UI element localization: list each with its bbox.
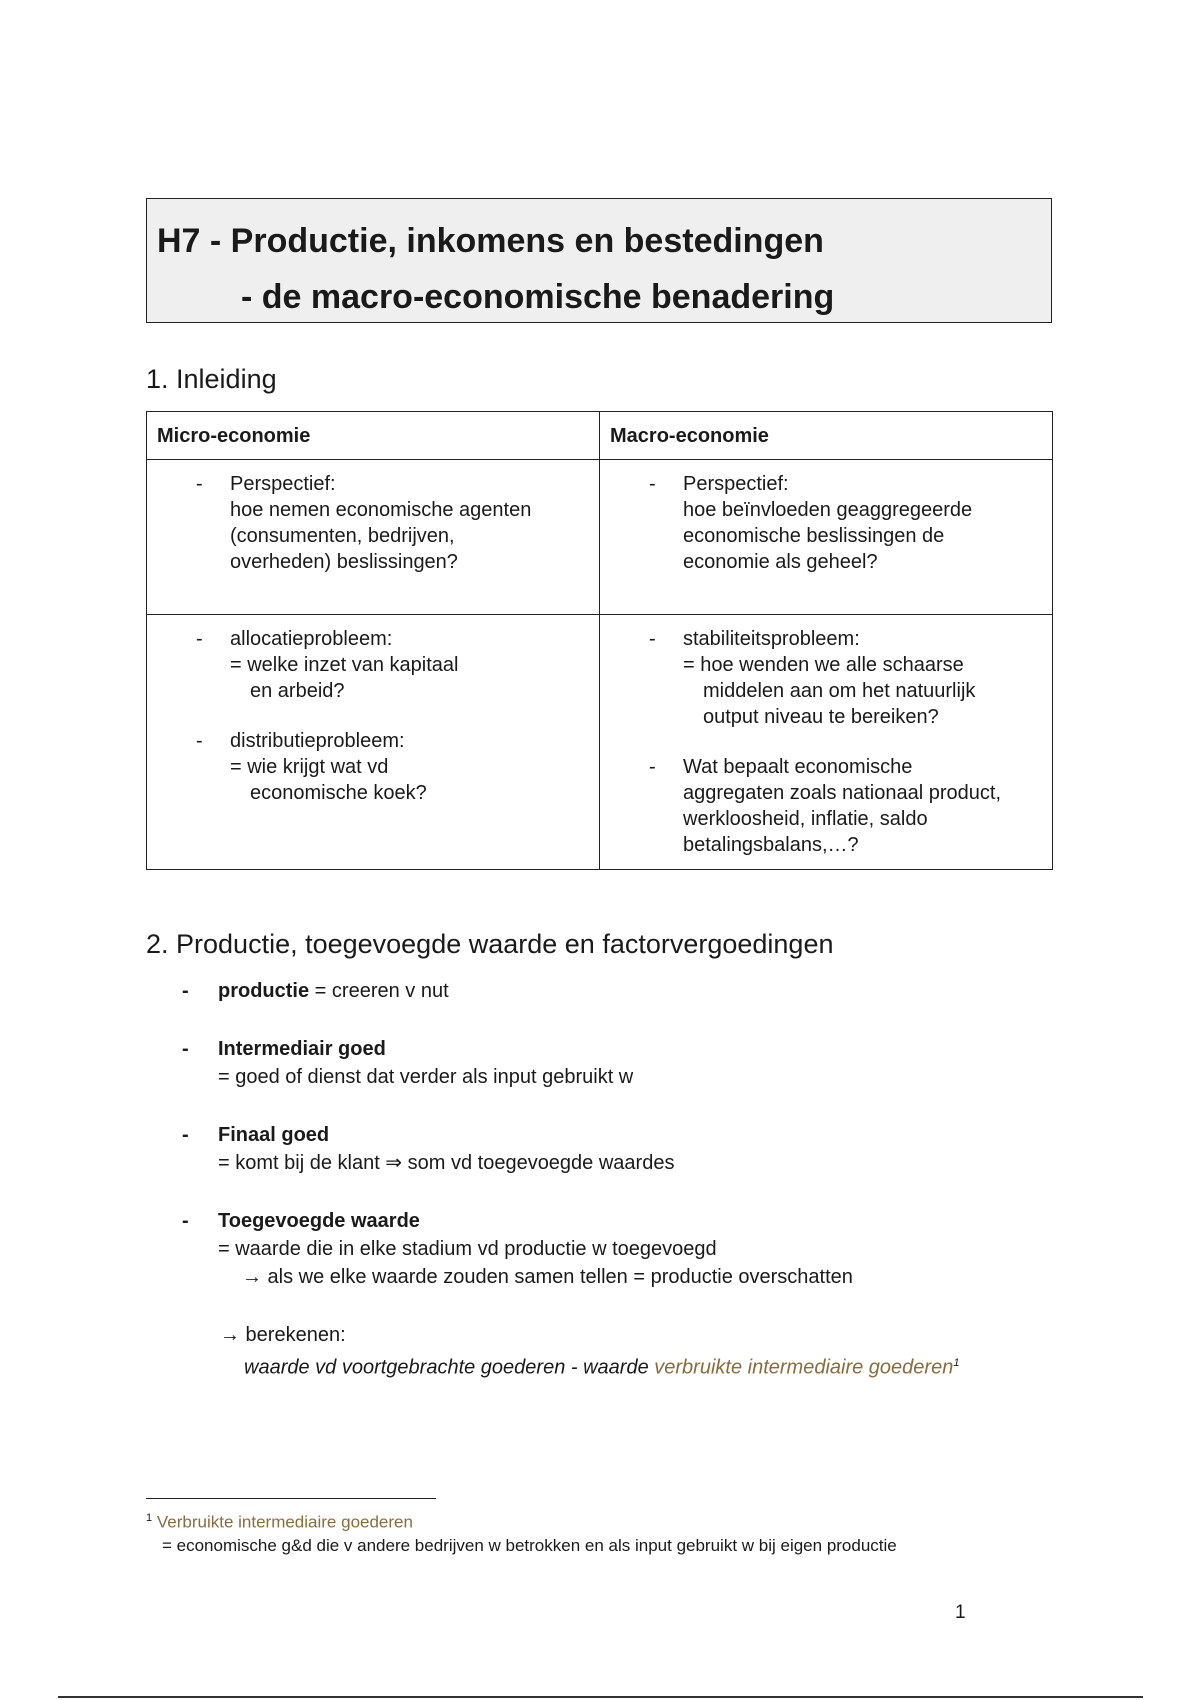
note-productie <box>176 977 1076 1005</box>
formula-main: waarde vd voortgebrachte goederen - waarde <box>244 1356 655 1379</box>
footnote-term: Verbruikte intermediaire goederen <box>156 1512 413 1532</box>
macro-perspective-label: - Perspectief: <box>683 473 789 495</box>
text-line: = welke inzet van kapitaal <box>230 654 459 676</box>
document-title-box <box>146 198 1052 323</box>
text-line: = hoe wenden we alle schaarse <box>683 654 964 676</box>
text-line: hoe nemen economische agenten <box>230 499 532 521</box>
stability-problem-item <box>649 626 1041 730</box>
page-bottom-edge <box>58 1696 1143 1698</box>
macro-perspective-cell <box>600 460 1053 615</box>
header-micro: Micro-economie <box>147 412 600 460</box>
term-finaal: Finaal goed <box>218 1124 330 1146</box>
distribution-label: - distributieprobleem: <box>230 730 405 752</box>
allocation-label: - allocatieprobleem: <box>230 628 393 650</box>
calc-label: → berekenen: <box>220 1324 346 1346</box>
formula-accent: verbruikte intermediaire goederen <box>654 1356 954 1379</box>
stability-label: - stabiliteitsprobleem: <box>683 628 860 650</box>
title-line-2: - de macro-economische benadering <box>241 278 835 316</box>
text-line: (consumenten, bedrijven, <box>230 525 455 547</box>
text-line: economische koek? <box>250 782 427 804</box>
page-number: 1 <box>955 1602 966 1623</box>
section-1-heading: 1. Inleiding <box>146 364 277 394</box>
def-toegevoegd: = waarde die in elke stadium vd productie w toegevoegd <box>218 1238 717 1260</box>
calc-block <box>220 1321 1076 1382</box>
note-finaal <box>176 1121 1076 1177</box>
footnote-divider <box>146 1498 436 1499</box>
calc-formula <box>220 1349 1076 1382</box>
text-line: aggregaten zoals nationaal product, <box>683 782 1002 804</box>
aggregates-item <box>649 754 1041 858</box>
macro-problems-cell <box>600 615 1053 870</box>
text-line: - Wat bepaalt economische <box>683 756 913 778</box>
term-intermediair: Intermediair goed <box>218 1038 386 1060</box>
footnote-definition: = economische g&d die v andere bedrijven w betrokken en als input gebruikt w bij eigen productie <box>162 1535 897 1555</box>
title-line-1: H7 - Productie, inkomens en bestedingen <box>157 222 824 260</box>
text-line: output niveau te bereiken? <box>703 706 939 728</box>
note-intermediair <box>176 1035 1076 1091</box>
arrow-overschatten: → als we elke waarde zouden samen tellen = productie overschatten <box>242 1266 853 1288</box>
bullet-dash: - <box>182 980 189 1002</box>
def-intermediair: = goed of dienst dat verder als input gebruikt w <box>218 1066 634 1088</box>
text-line: en arbeid? <box>250 680 345 702</box>
footnote-ref[interactable]: 1 <box>953 1357 960 1369</box>
bullet-dash: - <box>182 1124 189 1146</box>
def-finaal: = komt bij de klant ⇒ som vd toegevoegde waardes <box>218 1152 675 1174</box>
micro-perspective-item <box>196 471 588 575</box>
def-productie: = creeren v nut <box>309 980 449 1002</box>
text-line: betalingsbalans,…? <box>683 834 859 856</box>
text-line: = wie krijgt wat vd <box>230 756 389 778</box>
bullet-dash: - <box>182 1038 189 1060</box>
micro-macro-table <box>146 411 1053 870</box>
text-line: hoe beïnvloeden geaggregeerde <box>683 499 973 521</box>
allocation-problem-item <box>196 626 588 704</box>
distribution-problem-item <box>196 728 588 806</box>
footnote-mark: 1 <box>146 1512 153 1524</box>
text-line: middelen aan om het natuurlijk <box>703 680 976 702</box>
term-productie: productie <box>218 980 310 1002</box>
micro-perspective-cell <box>147 460 600 615</box>
section-2-heading: 2. Productie, toegevoegde waarde en factorvergoedingen <box>146 929 834 959</box>
text-line: werkloosheid, inflatie, saldo <box>683 808 928 830</box>
section-2-notes <box>176 977 1076 1382</box>
text-line: economische beslissingen de <box>683 525 945 547</box>
footnote <box>146 1507 897 1557</box>
micro-perspective-label: - Perspectief: <box>230 473 336 495</box>
bullet-dash: - <box>182 1210 189 1232</box>
header-macro: Macro-economie <box>600 412 1053 460</box>
term-toegevoegd: Toegevoegde waarde <box>218 1210 420 1232</box>
text-line: economie als geheel? <box>683 551 878 573</box>
note-toegevoegd <box>176 1207 1076 1291</box>
micro-problems-cell <box>147 615 600 870</box>
macro-perspective-item <box>649 471 1041 575</box>
text-line: overheden) beslissingen? <box>230 551 458 573</box>
